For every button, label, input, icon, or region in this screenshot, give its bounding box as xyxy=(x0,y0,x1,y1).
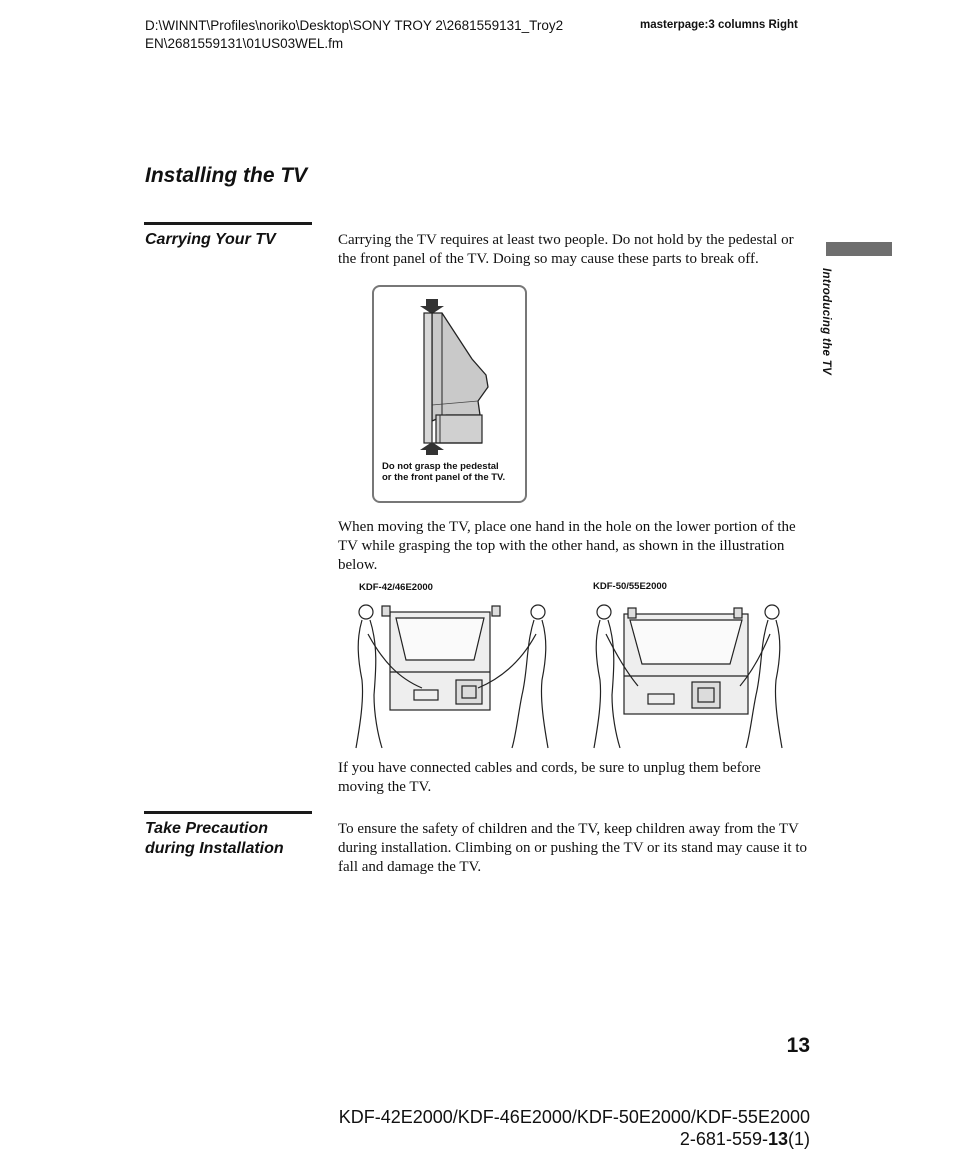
tv-side-view-illustration xyxy=(374,287,525,459)
figure-caption-line2: or the front panel of the TV. xyxy=(382,472,506,483)
carrying-illustration-left xyxy=(352,600,552,750)
precaution-heading-line2: during Installation xyxy=(145,840,284,857)
model-label-left: KDF-42/46E2000 xyxy=(359,582,433,593)
header-path-line2: EN\2681559131\01US03WEL.fm xyxy=(145,36,344,51)
page-title: Installing the TV xyxy=(145,164,308,187)
carrying-paragraph-2: When moving the TV, place one hand in the hole on the lower portion of the TV while grasping the top with the other hand, as shown in the illustration below. xyxy=(338,519,796,573)
page-number: 13 xyxy=(786,1034,810,1057)
section-heading-carrying: Carrying Your TV xyxy=(145,231,276,248)
carrying-illustration-right xyxy=(590,600,790,750)
footer-code-prefix: 2-681-559- xyxy=(679,1129,768,1149)
footer-code-suffix: (1) xyxy=(788,1129,810,1149)
side-tab-marker xyxy=(826,242,892,256)
figure-caption xyxy=(382,461,527,483)
section-rule-precaution xyxy=(144,811,312,814)
carrying-paragraph-1: Carrying the TV requires at least two people. Do not hold by the pedestal or the front panel of the TV. Doing so may cause these parts to break off. xyxy=(338,232,794,267)
header-file-path xyxy=(145,17,563,53)
footer-models: KDF-42E2000/KDF-46E2000/KDF-50E2000/KDF-55E2000 xyxy=(338,1107,810,1127)
footer-code-bold: 13 xyxy=(767,1129,788,1149)
footer-code xyxy=(300,1128,810,1150)
header-path-line1: D:\WINNT\Profiles\noriko\Desktop\SONY TROY 2\2681559131_Troy2 xyxy=(145,18,564,33)
carrying-paragraph-3: If you have connected cables and cords, be sure to unplug them before moving the TV. xyxy=(338,760,761,795)
model-label-right: KDF-50/55E2000 xyxy=(593,581,667,592)
side-tab-label: Introducing the TV xyxy=(820,268,832,375)
header-masterpage: masterpage:3 columns Right xyxy=(640,19,798,31)
figure-caption-line1: Do not grasp the pedestal xyxy=(382,461,499,472)
precaution-heading-line1: Take Precaution xyxy=(145,820,269,837)
section-heading-precaution xyxy=(145,819,284,859)
section-rule-carrying xyxy=(144,222,312,225)
precaution-paragraph: To ensure the safety of children and the TV, keep children away from the TV during installation. Climbing on or pushing the TV or its stand may cause it to fall and damage the TV. xyxy=(338,821,807,875)
